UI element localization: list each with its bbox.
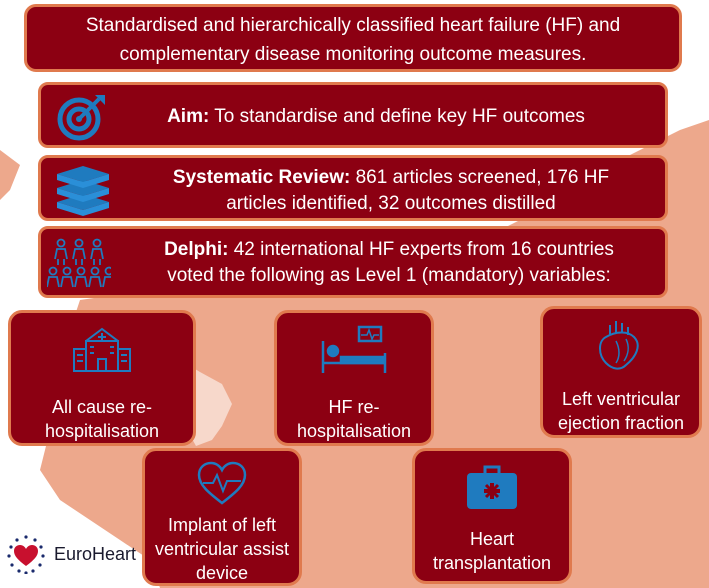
aim-label: Aim:: [167, 106, 210, 127]
delphi-label: Delphi:: [164, 239, 229, 260]
delphi-text: [109, 237, 669, 289]
systematic-review-text: [141, 165, 641, 217]
outcome-lvad-implant: [142, 448, 302, 586]
heart-pulse-icon: [145, 461, 299, 507]
outcome-1-line-2: hospitalisation: [44, 421, 160, 441]
outcome-all-cause-rehospitalisation: [8, 310, 196, 446]
aim-description: To standardise and define key HF outcomes: [209, 106, 585, 127]
outcome-3-line-1: Left ventricular: [561, 389, 681, 409]
systematic-review-row: [38, 155, 668, 221]
people-group-icon: [47, 237, 111, 301]
systematic-review-line-2: articles identified, 32 outcomes distilled: [226, 193, 556, 214]
systematic-review-label: Systematic Review:: [172, 167, 351, 188]
outcome-4-line-3: device: [195, 563, 249, 583]
delphi-line-1: 42 international HF experts from 16 countries: [228, 239, 614, 260]
outcome-5-line-1: Heart: [469, 529, 514, 549]
delphi-row: [38, 226, 668, 298]
outcome-heart-transplantation: [412, 448, 572, 584]
outcome-5-line-2: transplantation: [432, 553, 552, 573]
medical-case-icon: [415, 465, 569, 511]
header-line-2: complementary disease monitoring outcome measures.: [119, 44, 587, 65]
euroheart-logo: [4, 534, 136, 574]
euroheart-logo-icon: [4, 534, 48, 574]
outcome-3-line-2: ejection fraction: [557, 413, 685, 433]
outcome-hf-rehospitalisation: [274, 310, 434, 446]
aim-row: [38, 82, 668, 148]
outcome-4-line-1: Implant of left: [167, 515, 277, 535]
outcome-2-line-1: HF re-: [328, 397, 380, 417]
euroheart-logo-text: EuroHeart: [54, 543, 137, 564]
hospital-icon: [11, 323, 193, 373]
systematic-review-line-1: 861 articles screened, 176 HF: [350, 167, 610, 188]
header-banner: [24, 4, 682, 72]
outcome-lv-ejection-fraction: [540, 306, 702, 438]
aim-text: [141, 104, 611, 130]
hospital-bed-icon: [277, 325, 431, 375]
outcome-1-line-1: All cause re-: [51, 397, 153, 417]
books-icon: [53, 164, 113, 224]
heart-anatomy-icon: [543, 319, 699, 373]
header-line-1: Standardised and hierarchically classified heart failure (HF) and: [85, 15, 621, 36]
delphi-line-2: voted the following as Level 1 (mandatory) variables:: [167, 265, 611, 286]
outcome-4-line-2: ventricular assist: [154, 539, 290, 559]
target-icon: [55, 91, 109, 149]
outcome-2-line-2: hospitalisation: [296, 421, 412, 441]
